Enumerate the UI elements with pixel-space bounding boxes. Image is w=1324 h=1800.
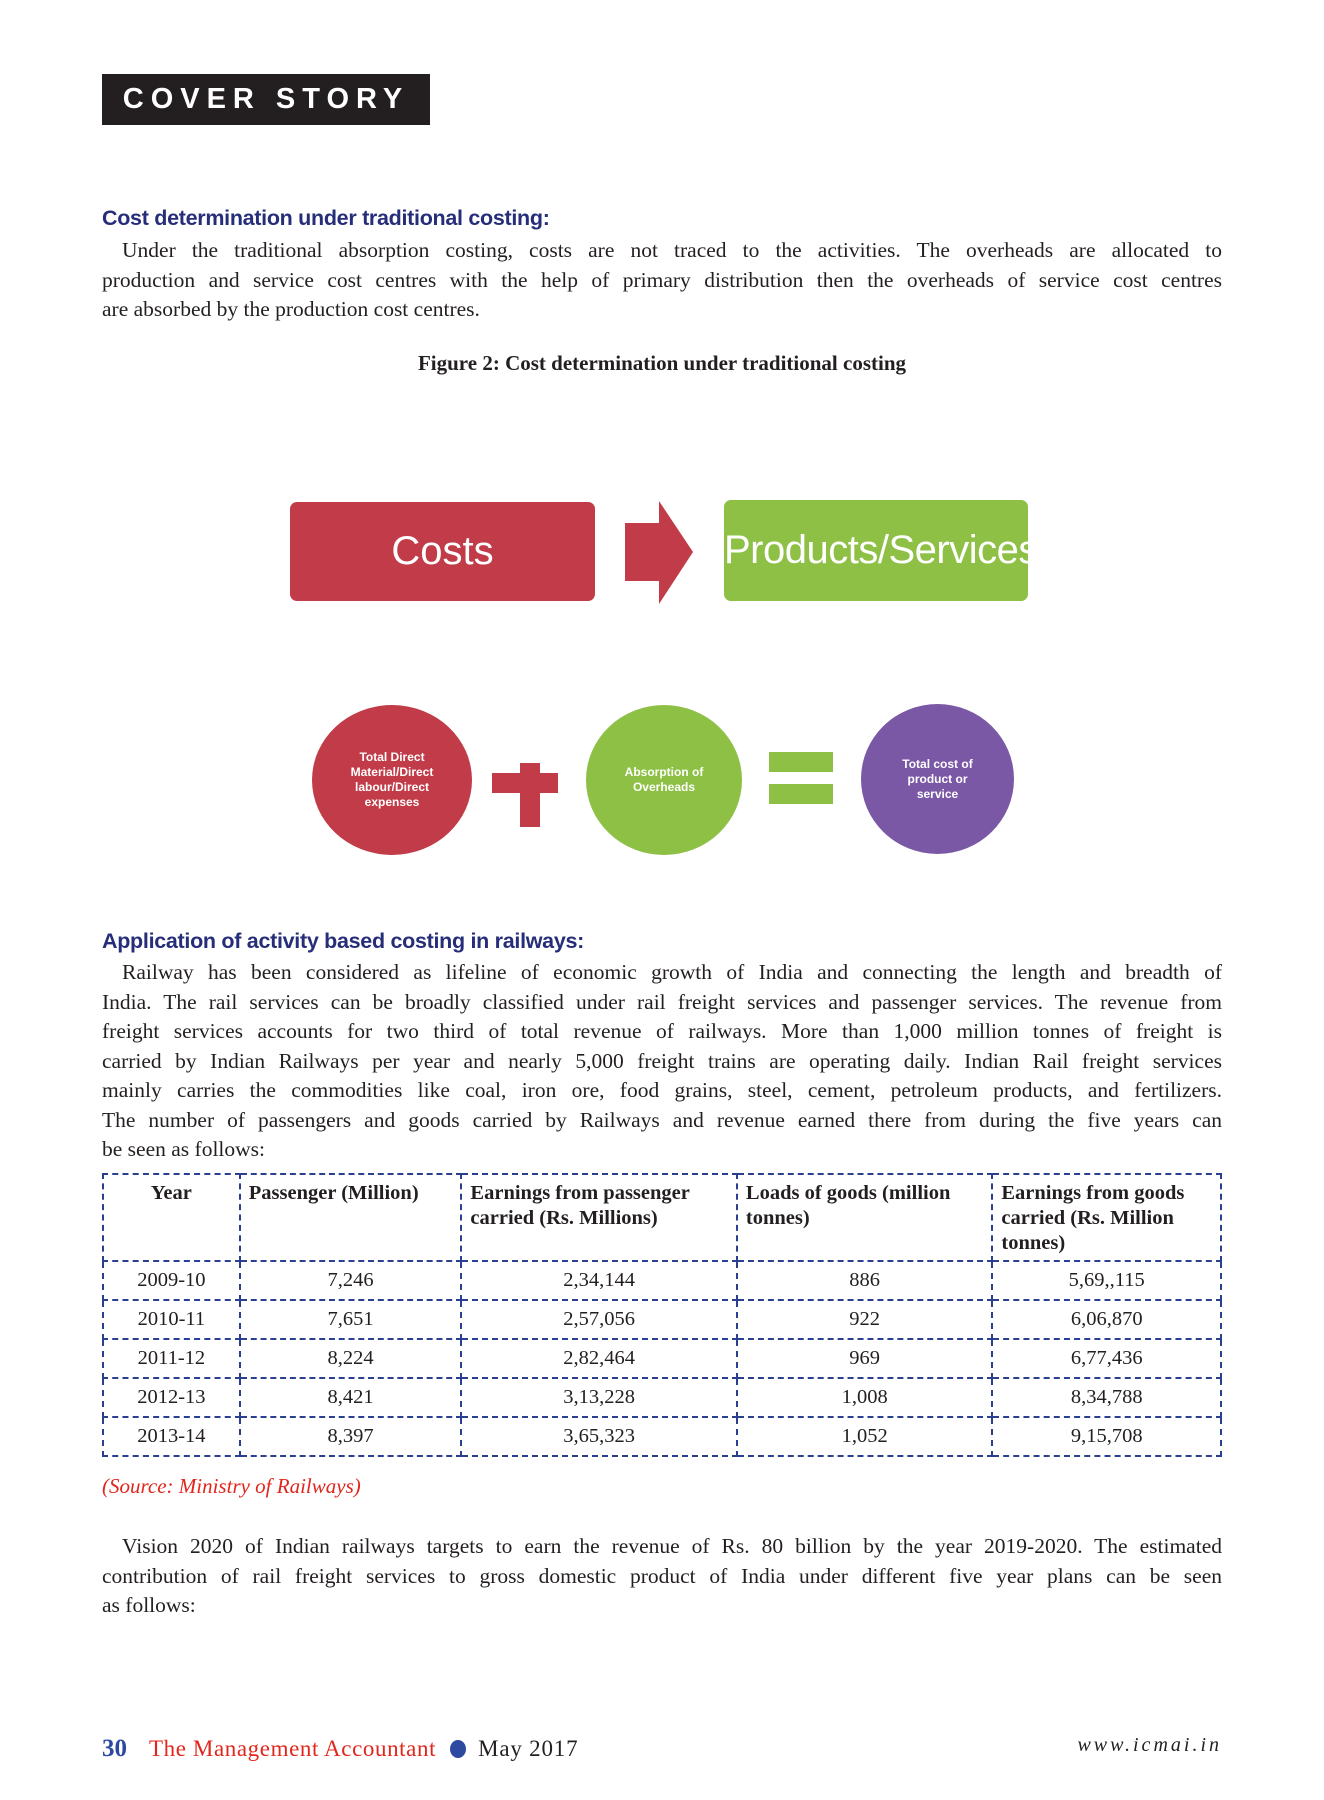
cell-goods-loads: 969	[737, 1339, 992, 1378]
direct-costs-label: Total Direct Material/Direct labour/Direct expenses	[350, 750, 434, 809]
cell-passenger-earnings: 2,82,464	[461, 1339, 736, 1378]
overheads-label: Absorption of Overheads	[624, 765, 704, 794]
cell-passenger-earnings: 3,65,323	[461, 1417, 736, 1456]
equals-icon	[769, 752, 833, 772]
paragraph-line: Vision 2020 of Indian railways targets to earn the revenue of Rs. 80 billion by the year 2019-2020. The estimated	[122, 1534, 1222, 1558]
paragraph-line: contribution of rail freight services to gross domestic product of India under different five year plans can be seen	[102, 1563, 1222, 1588]
cell-passenger-earnings: 2,34,144	[461, 1261, 736, 1300]
cell-year: 2009-10	[103, 1261, 240, 1300]
paragraph-abc-railways	[102, 958, 1222, 1165]
paragraph-line: mainly carries the commodities like coal, iron ore, food grains, steel, cement, petroleum products, and fertilizers.	[102, 1078, 1222, 1102]
cell-year: 2013-14	[103, 1417, 240, 1456]
paragraph-vision-2020	[102, 1532, 1222, 1621]
total-cost-circle	[861, 704, 1014, 854]
column-header-year: Year	[103, 1174, 240, 1261]
table-row	[103, 1417, 1221, 1456]
figure-caption: Figure 2: Cost determination under traditional costing	[417, 351, 907, 375]
cell-passenger: 8,421	[240, 1378, 462, 1417]
paragraph-line: carried by Indian Railways per year and nearly 5,000 freight trains are operating daily. Indian Rail freight services	[102, 1048, 1222, 1073]
paragraph-line: The number of passengers and goods carried by Railways and revenue earned there from during the five years can	[102, 1107, 1222, 1132]
cell-goods-earnings: 5,69,,115	[992, 1261, 1221, 1300]
cell-year: 2011-12	[103, 1339, 240, 1378]
total-cost-label: Total cost of product or service	[902, 756, 973, 801]
paragraph-line: Under the traditional absorption costing, costs are not traced to the activities. The overheads are allocated to	[122, 238, 1222, 262]
cell-year: 2012-13	[103, 1378, 240, 1417]
products-services-box: Products/Services	[724, 500, 1028, 601]
column-header-goods-earnings: Earnings from goods carried (Rs. Million tonnes)	[992, 1174, 1221, 1261]
cell-goods-earnings: 6,77,436	[992, 1339, 1221, 1378]
overheads-circle	[586, 705, 742, 855]
right-arrow-icon	[625, 501, 693, 604]
plus-icon	[492, 773, 558, 793]
cell-passenger: 7,246	[240, 1261, 462, 1300]
direct-costs-circle	[312, 705, 472, 855]
cell-passenger-earnings: 3,13,228	[461, 1378, 736, 1417]
table-header-row	[103, 1174, 1221, 1261]
table-row	[103, 1339, 1221, 1378]
page-footer	[102, 1735, 578, 1763]
bullet-dot-icon	[450, 1740, 466, 1758]
paragraph-line: production and service cost centres with the help of primary distribution then the overheads of service cost centres	[102, 267, 1222, 292]
paragraph-line: freight services accounts for two third of total revenue of railways. More than 1,000 million tonnes of freight is	[102, 1019, 1222, 1043]
section-heading-abc-railways: Application of activity based costing in railways:	[102, 929, 584, 953]
section-heading-traditional-costing: Cost determination under traditional costing:	[102, 206, 550, 230]
page-number: 30	[102, 1735, 127, 1762]
cell-passenger: 7,651	[240, 1300, 462, 1339]
cell-goods-loads: 1,008	[737, 1378, 992, 1417]
cell-goods-earnings: 6,06,870	[992, 1300, 1221, 1339]
issue-date: May 2017	[478, 1736, 579, 1761]
equals-icon	[769, 784, 833, 804]
cell-goods-earnings: 9,15,708	[992, 1417, 1221, 1456]
cell-goods-loads: 1,052	[737, 1417, 992, 1456]
paragraph-line: Railway has been considered as lifeline of economic growth of India and connecting the length and breadth of	[122, 960, 1222, 984]
table-row	[103, 1378, 1221, 1417]
cell-year: 2010-11	[103, 1300, 240, 1339]
table-row	[103, 1261, 1221, 1300]
paragraph-traditional-costing	[102, 236, 1222, 325]
paragraph-line: are absorbed by the production cost centres.	[102, 297, 480, 321]
cell-passenger: 8,224	[240, 1339, 462, 1378]
column-header-goods-loads: Loads of goods (million tonnes)	[737, 1174, 992, 1261]
cell-goods-earnings: 8,34,788	[992, 1378, 1221, 1417]
website-link[interactable]: www.icmai.in	[1077, 1734, 1222, 1756]
magazine-name: The Management Accountant	[149, 1736, 437, 1761]
paragraph-line: be seen as follows:	[102, 1137, 266, 1161]
paragraph-line: India. The rail services can be broadly classified under rail freight services and passenger services. The revenue from	[102, 989, 1222, 1014]
column-header-passenger-earnings: Earnings from passenger carried (Rs. Millions)	[461, 1174, 736, 1261]
section-tag: COVER STORY	[102, 74, 430, 125]
cell-goods-loads: 886	[737, 1261, 992, 1300]
costs-box: Costs	[290, 502, 595, 601]
paragraph-line: as follows:	[102, 1593, 196, 1617]
cell-passenger: 8,397	[240, 1417, 462, 1456]
table-source-note: (Source: Ministry of Railways)	[102, 1474, 361, 1498]
table-row	[103, 1300, 1221, 1339]
column-header-passenger: Passenger (Million)	[240, 1174, 462, 1261]
railway-statistics-table	[102, 1173, 1222, 1457]
cell-goods-loads: 922	[737, 1300, 992, 1339]
cell-passenger-earnings: 2,57,056	[461, 1300, 736, 1339]
